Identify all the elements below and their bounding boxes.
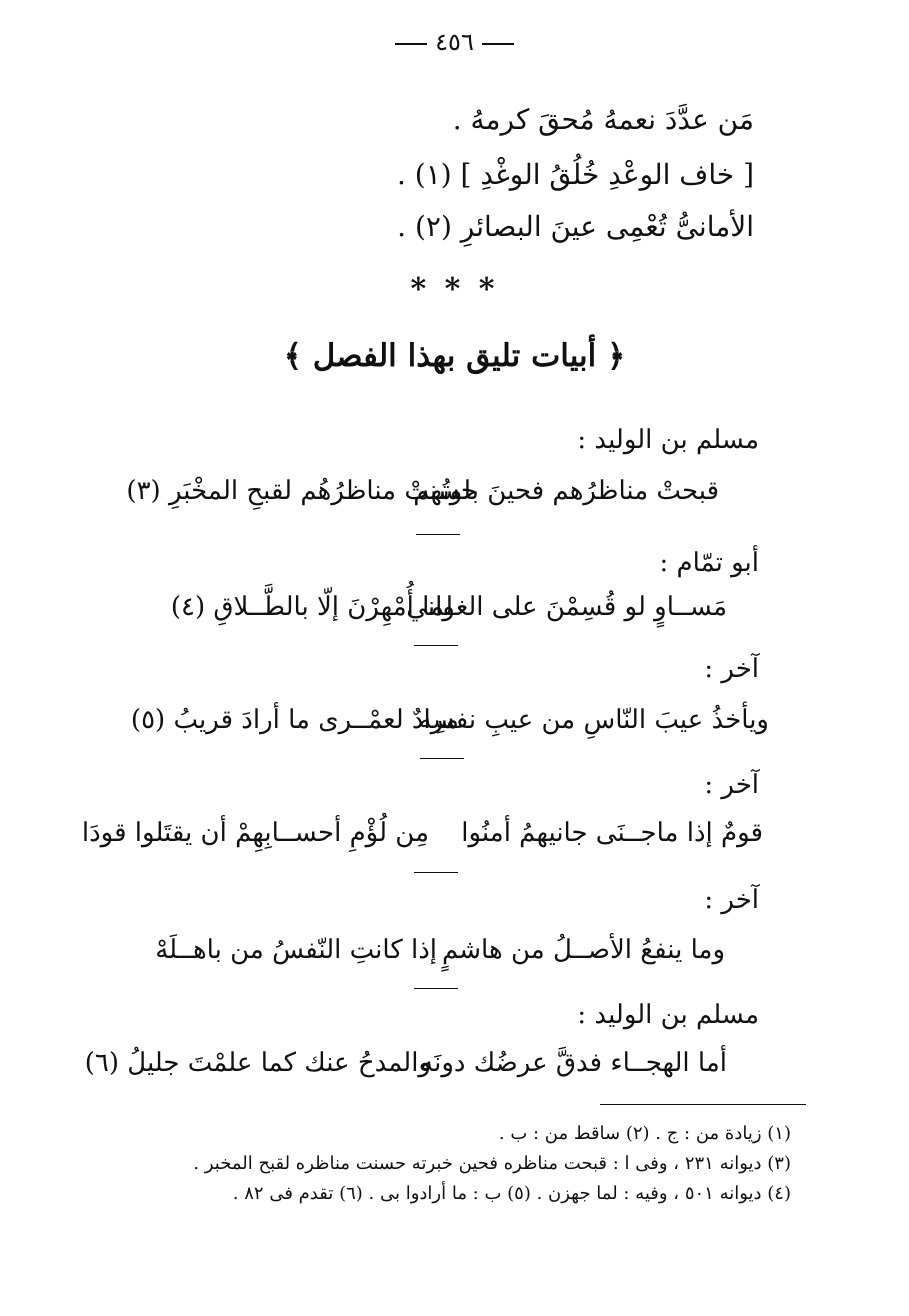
- verse-hemistich-right: ويأخذُ عيبَ النّاسِ من عيبِ نفسِه: [418, 705, 769, 735]
- hemistich-separator: [414, 872, 458, 873]
- hemistich-separator: [416, 534, 460, 535]
- footnote-line-3: (٤) ديوانه ٥٠١ ، وفيه : لما جهزن . (٥) ب : ما أرادوا بى . (٦) تقدم فى ٨٢ .: [232, 1183, 791, 1204]
- poet-name: آخر :: [704, 654, 759, 684]
- verse-hemistich-right: وما ينفعُ الأصــلُ من هاشمٍ: [441, 935, 725, 965]
- verse-hemistich-right: أما الهجــاء فدقَّ عرضُك دونَه: [420, 1048, 727, 1078]
- verse-hemistich-left: والمدحُ عنك كما علمْتَ جليلُ (٦): [84, 1048, 431, 1078]
- poet-name: أبو تمّام :: [659, 548, 759, 578]
- verse-hemistich-left: لما أُمْهِرْنَ إلّا بالطَّــلاقِ (٤): [170, 592, 453, 622]
- footnote-line-1: (١) زيادة من : ج . (٢) ساقط من : ب .: [498, 1123, 791, 1144]
- verse-hemistich-left: حسنتْ مناظرُهُم لقبحِ المخْبَرِ (٣): [126, 476, 477, 506]
- verse-hemistich-right: قبحتْ مناظرُهم فحينَ بلوتُهم: [413, 476, 719, 506]
- verse-hemistich-right: مَســاوٍ لو قُسِمْنَ على الغواني: [406, 592, 727, 622]
- section-title: ﴿ أبيات تليق بهذا الفصل ﴾: [283, 338, 626, 374]
- page-number-dash-left: [395, 43, 427, 45]
- verse-hemistich-left: مرادٌ لعمْــرى ما أرادَ قريبُ (٥): [130, 705, 459, 735]
- poet-name: مسلم بن الوليد :: [577, 425, 759, 455]
- page-number-dash-right: [482, 43, 514, 45]
- hemistich-separator: [414, 645, 458, 646]
- verse-hemistich-right: قومٌ إذا ماجــنَى جانيهمُ أمنُوا: [461, 818, 763, 848]
- poet-name: مسلم بن الوليد :: [577, 1000, 759, 1030]
- section-separator: * * *: [410, 272, 499, 307]
- continuation-line-3: الأمانىُّ تُعْمِى عينَ البصائرِ (٢) .: [397, 210, 754, 243]
- page-number: [0, 28, 909, 56]
- continuation-line-2: [ خاف الوعْدِ خُلُقُ الوغْدِ ] (١) .: [396, 158, 754, 191]
- continuation-line-1: مَن عدَّدَ نعمهُ مُحقَ كرمهُ .: [452, 103, 754, 136]
- footnote-line-2: (٣) ديوانه ٢٣١ ، وفى ا : قبحت مناظره فحين خبرته حسنت مناظره لقبح المخبر .: [193, 1153, 791, 1174]
- poet-name: آخر :: [704, 885, 759, 915]
- hemistich-separator: [420, 758, 464, 759]
- verse-hemistich-left: إذا كانتِ النّفسُ من باهــلَهْ: [155, 935, 437, 965]
- verse-hemistich-left: مِن لُؤْمِ أحســابِهِمْ أن يقتَلوا قودَا: [81, 818, 429, 848]
- hemistich-separator: [414, 988, 458, 989]
- footnote-rule: [600, 1104, 806, 1105]
- page-number-text: ٤٥٦: [435, 28, 474, 56]
- poet-name: آخر :: [704, 770, 759, 800]
